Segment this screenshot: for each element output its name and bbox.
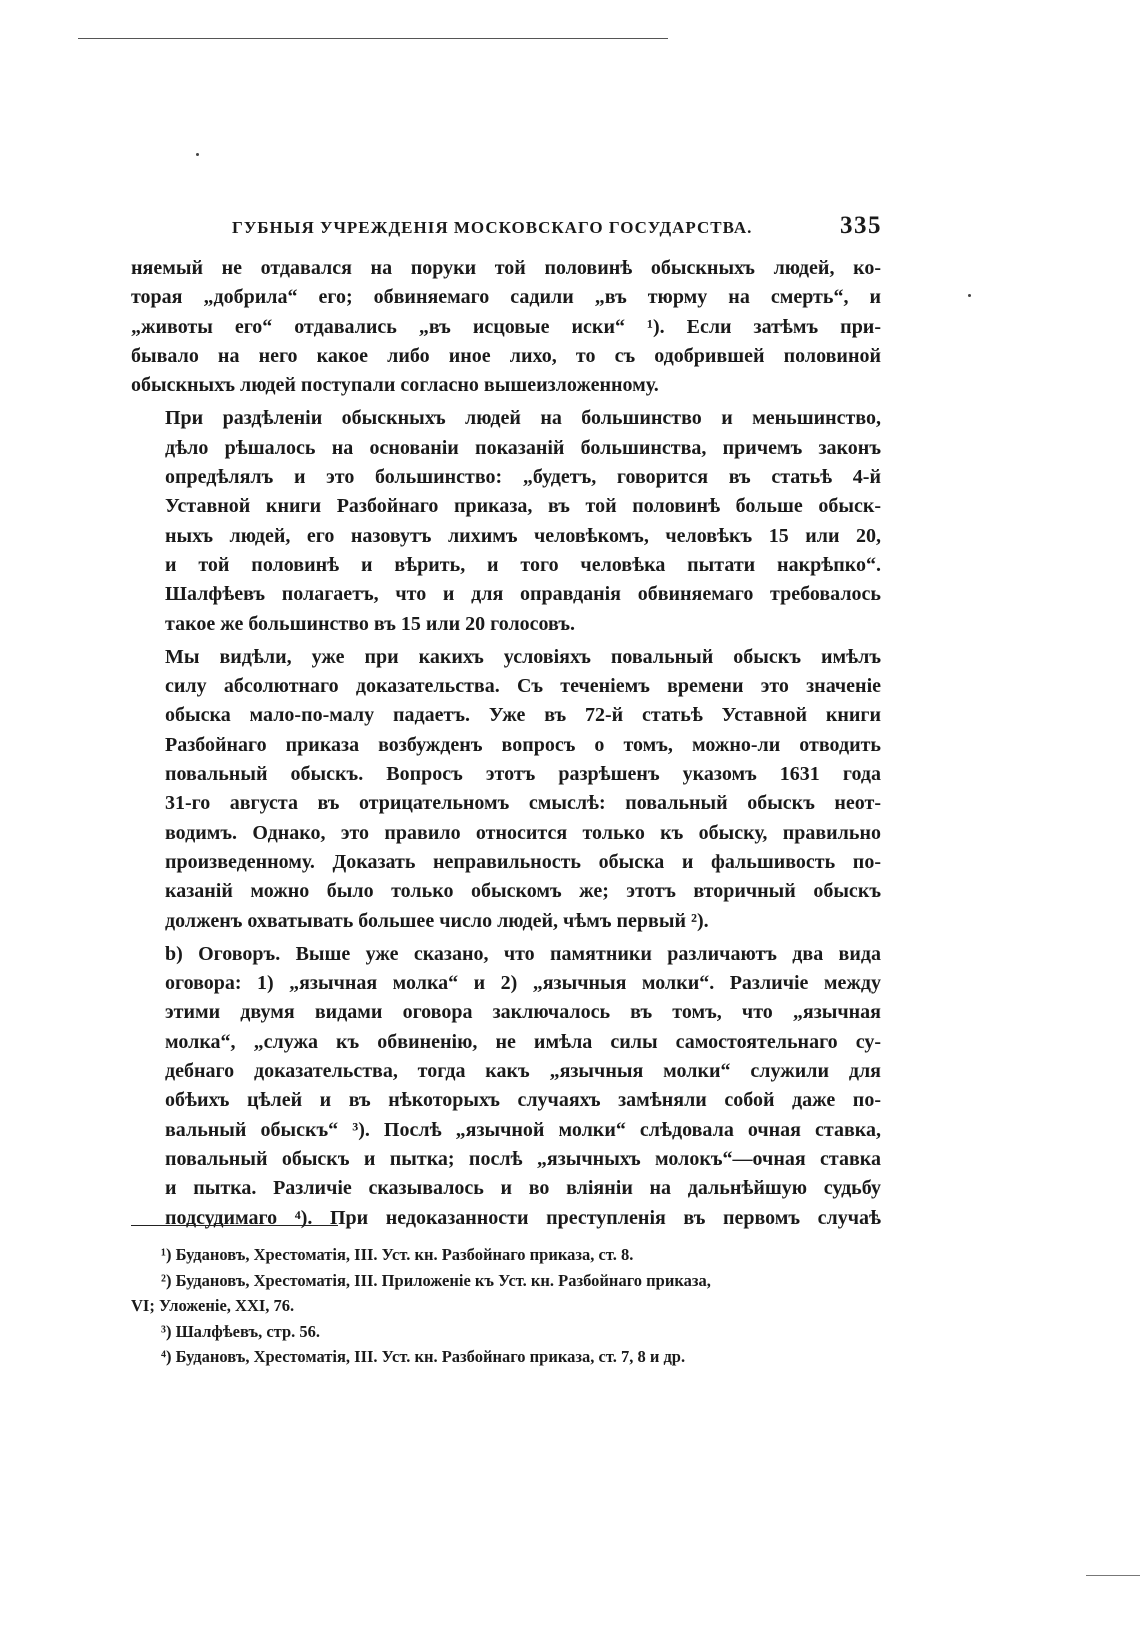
text-line: Разбойнаго приказа возбужденъ вопросъ о томъ, можно-ли отводить bbox=[165, 733, 881, 756]
text-line: „животы его“ отдавались „въ исцовые иски“ ¹). Если затѣмъ при- bbox=[131, 315, 881, 338]
text-line: водимъ. Однако, это правило относится только къ обыску, правильно bbox=[165, 821, 881, 844]
text-line: молка“, „служа къ обвиненію, не имѣла силы самостоятельнаго су- bbox=[165, 1030, 881, 1053]
text-line: обѣихъ цѣлей и въ нѣкоторыхъ случаяхъ замѣняли собой даже по- bbox=[165, 1089, 881, 1112]
text-line: подсудимаго ⁴). При недоказанности преступленія въ первомъ случаѣ bbox=[165, 1206, 881, 1229]
text-line: и пытка. Различіе сказывалось и во вліяніи на дальнѣйшую судьбу bbox=[165, 1177, 881, 1200]
footnote-rule bbox=[131, 1225, 338, 1226]
text-line: торая „добрила“ его; обвиняемаго садили „въ тюрму на смерть“, и bbox=[131, 286, 881, 309]
footnotes bbox=[131, 1242, 843, 1370]
body-text bbox=[131, 254, 881, 1237]
footnote-2-continuation: VI; Уложеніе, XXI, 76. bbox=[131, 1296, 295, 1315]
text-line: оговора: 1) „язычная молка“ и 2) „язычныя молки“. Различіе между bbox=[165, 972, 881, 995]
paragraph-2 bbox=[131, 404, 881, 638]
text-line: бывало на него какое либо иное лихо, то съ одобрившей половиной bbox=[131, 344, 881, 367]
footnote-4: ⁴) Будановъ, Хрестоматія, III. Уст. кн. Разбойнаго приказа, ст. 7, 8 и др. bbox=[161, 1347, 686, 1366]
footnote-3: ³) Шалфѣевъ, стр. 56. bbox=[161, 1321, 321, 1341]
paragraph-3 bbox=[131, 643, 881, 936]
text-line: такое же большинство въ 15 или 20 голосовъ. bbox=[165, 612, 575, 635]
text-line: Уставной книги Разбойнаго приказа, въ той половинѣ больше обыск- bbox=[165, 495, 881, 518]
top-rule bbox=[78, 38, 668, 39]
text-line: 31-го августа въ отрицательномъ смыслѣ: повальный обыскъ неот- bbox=[165, 792, 881, 815]
text-line: обыска мало-по-малу падаетъ. Уже въ 72-й статьѣ Уставной книги bbox=[165, 704, 881, 727]
page-header bbox=[232, 212, 882, 244]
ink-speck bbox=[968, 294, 971, 297]
text-line: дебнаго доказательства, тогда какъ „язычныя молки“ служили для bbox=[165, 1060, 881, 1083]
text-line: опредѣлялъ и это большинство: „будетъ, говорится въ статьѣ 4-й bbox=[165, 466, 881, 489]
paragraph-4 bbox=[131, 940, 881, 1233]
text-line: силу абсолютнаго доказательства. Съ теченіемъ времени это значеніе bbox=[165, 675, 881, 698]
running-title: ГУБНЫЯ УЧРЕЖДЕНІЯ МОСКОВСКАГО ГОСУДАРСТВА. bbox=[232, 218, 753, 237]
text-line: казаній можно было только обыскомъ же; этотъ вторичный обыскъ bbox=[165, 880, 881, 903]
text-line: Мы видѣли, уже при какихъ условіяхъ повальный обыскъ имѣлъ bbox=[165, 645, 881, 668]
text-line: При раздѣленіи обыскныхъ людей на большинство и меньшинство, bbox=[165, 407, 881, 430]
text-line: дѣло рѣшалось на основаніи показаній большинства, причемъ законъ bbox=[165, 436, 881, 459]
paragraph-1 bbox=[131, 254, 881, 400]
text-line: ныхъ людей, его назовутъ лихимъ человѣкомъ, человѣкъ 15 или 20, bbox=[165, 524, 881, 547]
edge-mark bbox=[1086, 1575, 1140, 1576]
text-line: b) Оговоръ. Выше уже сказано, что памятники различаютъ два вида bbox=[165, 942, 881, 965]
footnote-2: ²) Будановъ, Хрестоматія, III. Приложеніе къ Уст. кн. Разбойнаго приказа, bbox=[161, 1270, 711, 1290]
text-line: произведенному. Доказать неправильность обыска и фальшивость по- bbox=[165, 850, 881, 873]
text-line: этими двумя видами оговора заключалось въ томъ, что „язычная bbox=[165, 1001, 881, 1024]
text-line: повальный обыскъ и пытка; послѣ „язычныхъ молокъ“—очная ставка bbox=[165, 1147, 881, 1170]
text-line: долженъ охватывать большее число людей, чѣмъ первый ²). bbox=[165, 909, 709, 932]
text-line: Шалфѣевъ полагаетъ, что и для оправданія обвиняемаго требовалось bbox=[165, 583, 881, 606]
text-line: няемый не отдавался на поруки той половинѣ обыскныхъ людей, ко- bbox=[131, 257, 881, 279]
footnote-1: ¹) Будановъ, Хрестоматія, III. Уст. кн. Разбойнаго приказа, ст. 8. bbox=[161, 1245, 634, 1264]
ink-speck bbox=[196, 153, 199, 156]
text-line: повальный обыскъ. Вопросъ этотъ разрѣшенъ указомъ 1631 года bbox=[165, 763, 881, 786]
page-number: 335 bbox=[840, 212, 882, 239]
text-line: и той половинѣ и вѣрить, и того человѣка пытати накрѣпко“. bbox=[165, 553, 881, 576]
text-line: обыскныхъ людей поступали согласно вышеизложенному. bbox=[131, 374, 659, 397]
text-line: вальный обыскъ“ ³). Послѣ „язычной молки“ слѣдовала очная ставка, bbox=[165, 1118, 881, 1141]
